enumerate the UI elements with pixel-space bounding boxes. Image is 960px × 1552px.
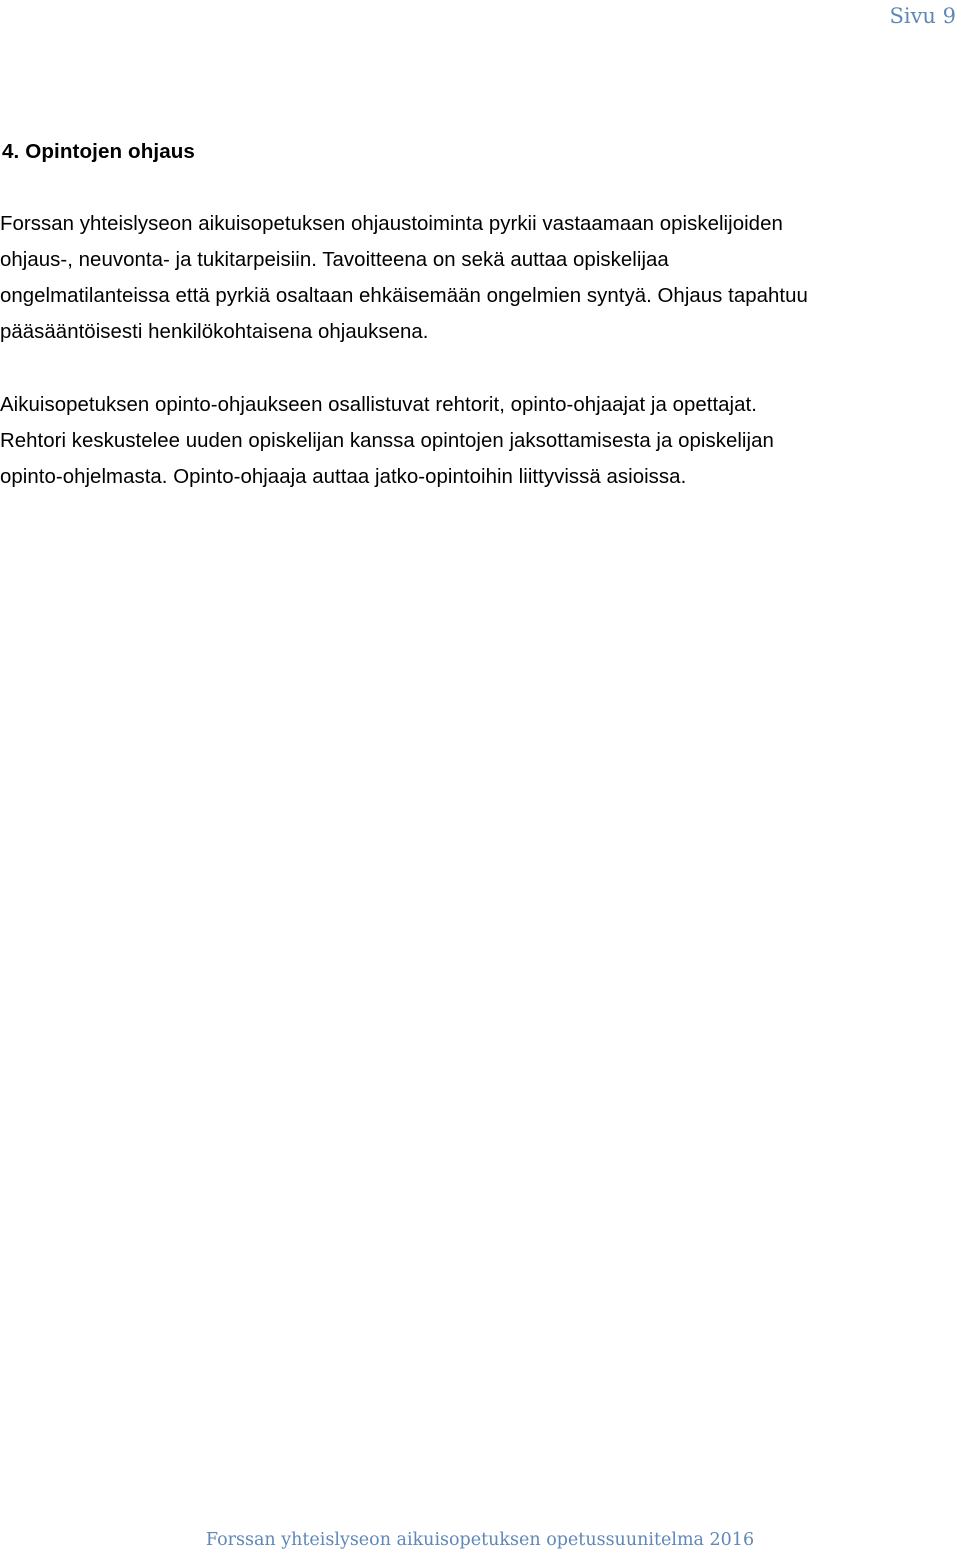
paragraph-line: Forssan yhteislyseon aikuisopetuksen ohjaustoiminta pyrkii vastaamaan opiskelijoiden	[0, 213, 783, 235]
paragraph-line: Aikuisopetuksen opinto-ohjaukseen osallistuvat rehtorit, opinto-ohjaajat ja opettajat.	[0, 394, 757, 416]
paragraph-line: ongelmatilanteissa että pyrkiä osaltaan ehkäisemään ongelmien syntyä. Ohjaus tapahtuu	[0, 285, 808, 307]
paragraph-line: Rehtori keskustelee uuden opiskelijan kanssa opintojen jaksottamisesta ja opiskelijan	[0, 430, 774, 452]
paragraph-line: opinto-ohjelmasta. Opinto-ohjaaja auttaa jatko-opintoihin liittyvissä asioissa.	[0, 466, 687, 488]
paragraph-line: pääsääntöisesti henkilökohtaisena ohjauksena.	[0, 321, 429, 343]
page-number: Sivu 9	[889, 4, 956, 28]
paragraph-line: ohjaus-, neuvonta- ja tukitarpeisiin. Tavoitteena on sekä auttaa opiskelijaa	[0, 249, 669, 271]
page-footer: Forssan yhteislyseon aikuisopetuksen opetussuunitelma 2016	[205, 1530, 755, 1550]
section-heading: 4. Opintojen ohjaus	[2, 140, 195, 163]
paragraph	[0, 387, 960, 495]
paragraph	[0, 206, 960, 350]
